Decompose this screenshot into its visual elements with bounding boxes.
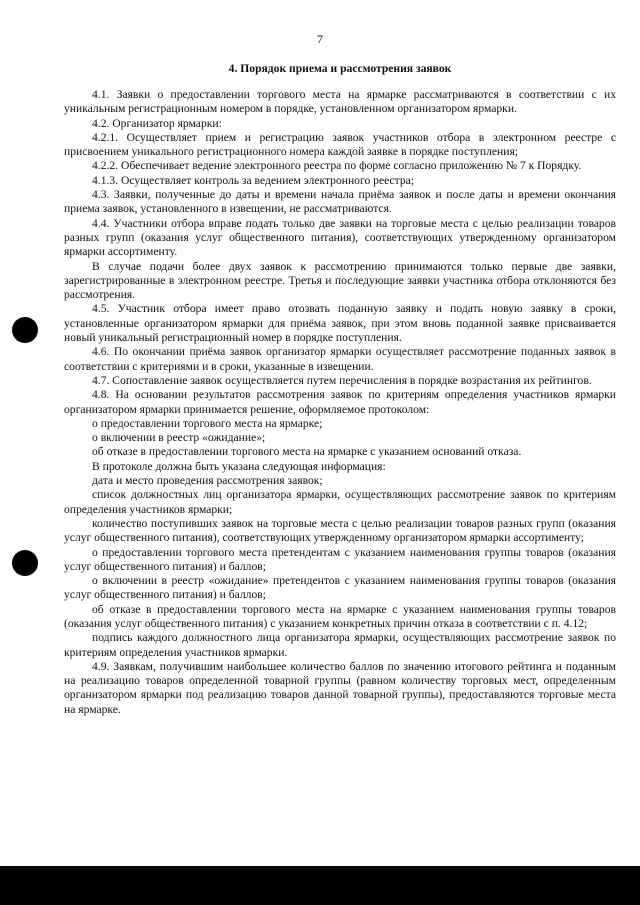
paragraph-4-1: 4.1. Заявки о предоставлении торгового места на ярмарке рассматриваются в соответствии с их уникальным регистрационным номером в порядке, установленном организатором ярмарки. — [64, 88, 616, 116]
scan-bottom-edge — [0, 866, 640, 905]
protocol-item-waitlist: о включении в реестр «ожидание» претендентов с указанием наименования группы товаров (оказания услуг общественного питания) и баллов; — [64, 574, 616, 602]
paragraph-4-6: 4.6. По окончании приёма заявок организатор ярмарки осуществляет рассмотрение поданных заявок в соответствии с критериями и в сроки, указанные в извещении. — [64, 345, 616, 373]
paragraph-4-8: 4.8. На основании результатов рассмотрения заявок по критериям определения участников ярмарки организатором ярмарки принимается решение, оформляемое протоколом: — [64, 388, 616, 416]
paragraph-4-9: 4.9. Заявкам, получившим наибольшее количество баллов по значению итогового рейтинга и поданным на реализацию товаров определенной товарной группы (равном количеству торговых мест, определенным организатором ярмарки под реализацию товаров данной товарной группы), предоставляются торговые места на ярмарке. — [64, 659, 616, 716]
punch-hole-upper — [12, 317, 38, 343]
protocol-item-grant: о предоставлении торгового места претендентам с указанием наименования группы товаров (оказания услуг общественного питания) и баллов; — [64, 545, 616, 573]
page-number: 7 — [317, 32, 323, 46]
paragraph-4-2-2: 4.2.2. Обеспечивает ведение электронного реестра по форме согласно приложению № 7 к Порядку. — [92, 159, 582, 173]
decision-item-grant: о предоставлении торгового места на ярмарке; — [92, 416, 323, 430]
paragraph-4-4-note: В случае подачи более двух заявок к рассмотрению принимаются только первые две заявки, зарегистрированные в электронном реестре. Третья и последующие заявки участника отбора отклоняются без рассмотрения. — [64, 259, 616, 302]
paragraph-4-3: 4.3. Заявки, полученные до даты и времени начала приёма заявок и после даты и времени окончания приема заявок, установленного в извещении, не рассматриваются. — [64, 188, 616, 216]
punch-hole-lower — [12, 550, 38, 576]
section-heading: 4. Порядок приема и рассмотрения заявок — [228, 62, 452, 75]
paragraph-4-2-1: 4.2.1. Осуществляет прием и регистрацию заявок участников отбора в электронном реестре с присвоением уникального регистрационного номера каждой заявке в порядке поступления; — [64, 130, 616, 159]
paragraph-4-5: 4.5. Участник отбора имеет право отозвать поданную заявку и подать новую заявку в сроки, установленные организатором ярмарки для приёма заявок, при этом вновь поданной заявке присваивается новый уникальный регистрационный номер в порядке поступления. — [64, 302, 616, 345]
protocol-info-intro: В протоколе должна быть указана следующая информация: — [92, 459, 386, 473]
decision-item-waitlist: о включении в реестр «ожидание»; — [92, 431, 266, 445]
protocol-item-officials: список должностных лиц организатора ярмарки, осуществляющих рассмотрение заявок по критериям определения участников ярмарки; — [64, 488, 616, 516]
paragraph-4-1-3: 4.1.3. Осуществляет контроль за ведением электронного реестра; — [92, 173, 415, 187]
paragraph-4-4: 4.4. Участники отбора вправе подать только две заявки на торговые места с целью реализации товаров разных групп (оказания услуг общественного питания), соответствующих утвержденному организатором ярмарки ассортименту. — [64, 216, 616, 259]
decision-item-refusal: об отказе в предоставлении торгового места на ярмарке с указанием оснований отказа. — [92, 445, 522, 459]
protocol-item-count: количество поступивших заявок на торговые места с целью реализации товаров разных групп (оказания услуг общественного питания), соответствующих утвержденному организатором ярмарки ассортименту; — [64, 516, 616, 545]
protocol-item-signature: подпись каждого должностного лица организатора ярмарки, осуществляющих рассмотрение заявок по критериям определения участников ярмарки. — [64, 631, 616, 659]
paragraph-4-7: 4.7. Сопоставление заявок осуществляется путем перечисления в порядке возрастания их рейтингов. — [92, 373, 592, 387]
protocol-item-date: дата и место проведения рассмотрения заявок; — [92, 474, 323, 488]
paragraph-4-2: 4.2. Организатор ярмарки: — [92, 116, 222, 130]
protocol-item-refusal: об отказе в предоставлении торгового места на ярмарке с указанием наименования группы товаров (оказания услуг общественного питания) с указанием конкретных причин отказа в соответствии с п. 4.12; — [64, 602, 616, 630]
document-body — [64, 88, 616, 717]
